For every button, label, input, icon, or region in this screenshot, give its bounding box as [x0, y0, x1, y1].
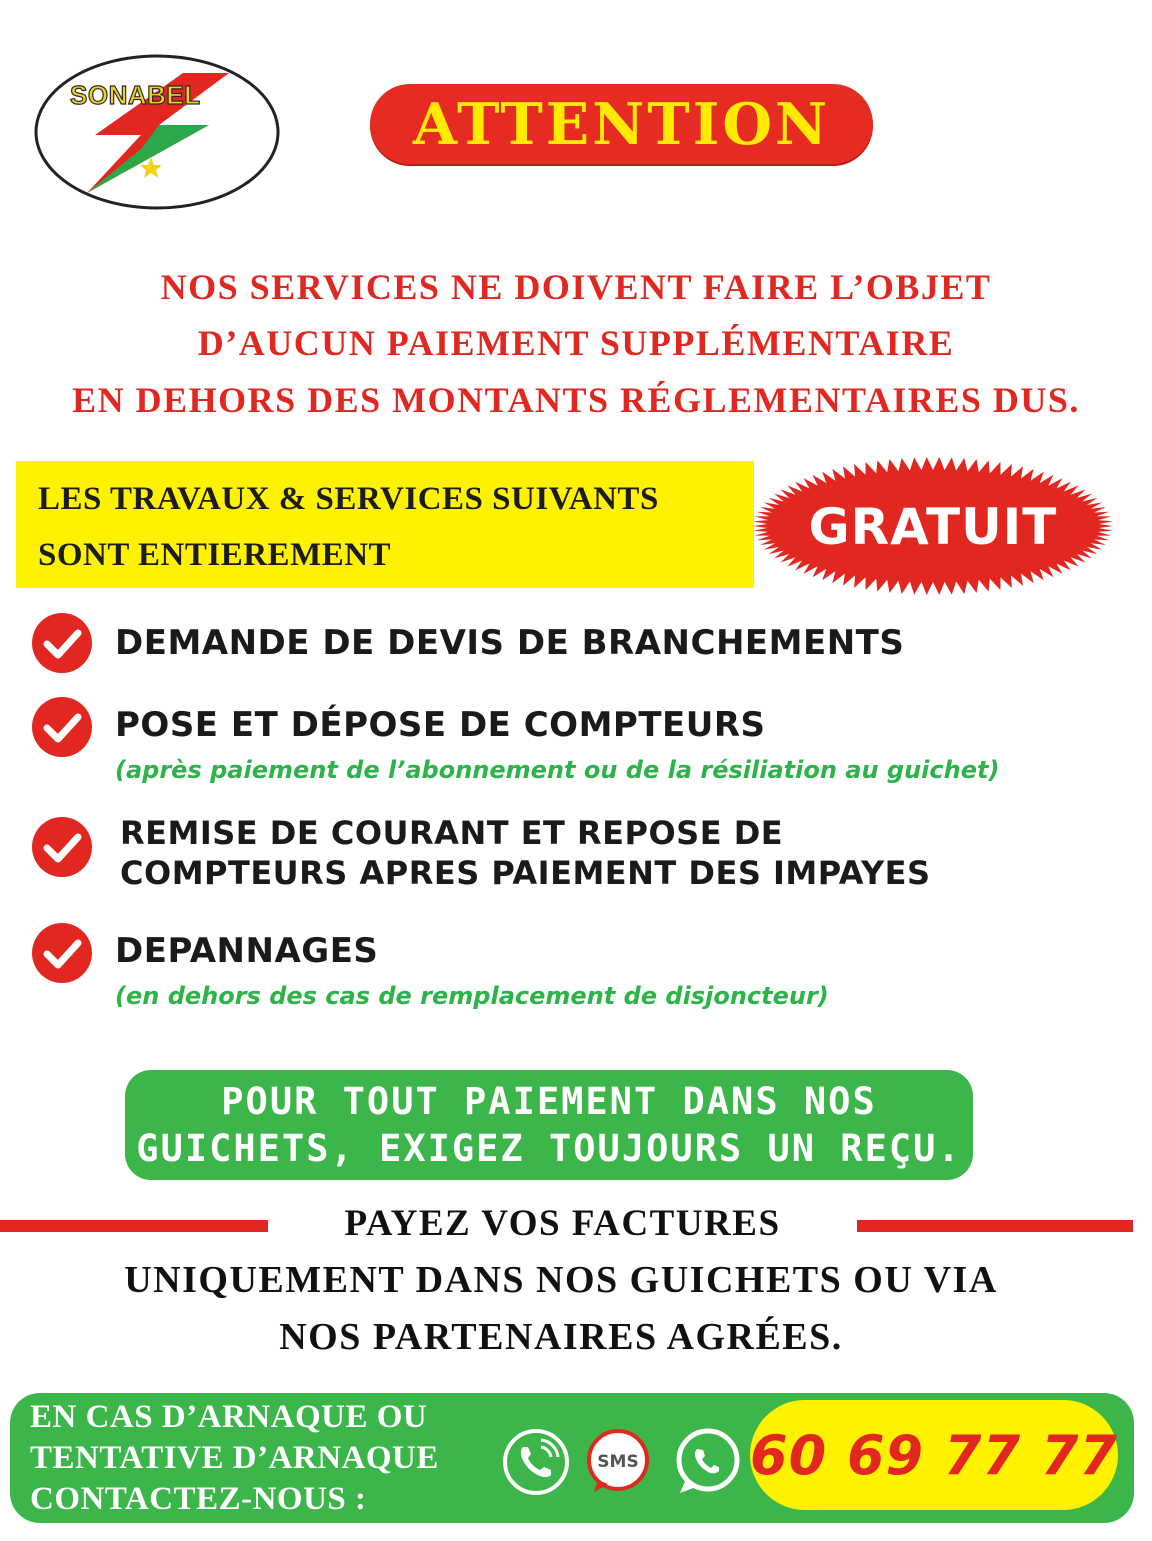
phone-number-pill[interactable] — [750, 1400, 1118, 1510]
whatsapp-icon[interactable] — [672, 1427, 742, 1497]
free-services-intro — [16, 461, 754, 588]
payment-line-1: UNIQUEMENT DANS NOS GUICHETS OU VIA — [124, 1259, 998, 1301]
service-item-compteurs: POSE ET DÉPOSE DE COMPTEURS — [115, 705, 766, 745]
payment-heading: PAYEZ VOS FACTURES — [344, 1203, 781, 1244]
contact-line-1: EN CAS D’ARNAQUE OU — [30, 1399, 428, 1435]
receipt-notice — [125, 1070, 973, 1180]
service-item-remise-line-2: COMPTEURS APRES PAIEMENT DES IMPAYES — [120, 854, 931, 892]
phone-number[interactable]: 60 69 77 77 — [750, 1423, 1118, 1487]
service-item-remise-line-1: REMISE DE COURANT ET REPOSE DE — [120, 814, 784, 852]
service-item-devis: DEMANDE DE DEVIS DE BRANCHEMENTS — [115, 623, 905, 663]
attention-banner — [370, 84, 873, 164]
service-note-depannages: (en dehors des cas de remplacement de disjoncteur) — [115, 982, 829, 1010]
warning-line-2: D’AUCUN PAIEMENT SUPPLÉMENTAIRE — [197, 323, 955, 363]
check-icon — [31, 922, 93, 984]
contact-line-3: CONTACTEZ-NOUS : — [30, 1481, 367, 1517]
attention-title: ATTENTION — [412, 90, 831, 158]
sms-label: SMS — [597, 1452, 639, 1472]
divider-left — [0, 1220, 268, 1232]
divider-right — [857, 1220, 1133, 1232]
check-icon — [31, 612, 93, 674]
phone-call-icon[interactable] — [501, 1427, 571, 1497]
logo-text: SONABEL — [70, 80, 201, 110]
service-note-compteurs: (après paiement de l’abonnement ou de la résiliation au guichet) — [115, 756, 1000, 784]
intro-line-2: SONT ENTIEREMENT — [38, 537, 392, 573]
payment-line-2: NOS PARTENAIRES AGRÉES. — [279, 1316, 843, 1358]
warning-line-1: NOS SERVICES NE DOIVENT FAIRE L’OBJET — [160, 267, 992, 307]
gratuit-label: GRATUIT — [808, 498, 1058, 556]
sonabel-logo — [33, 53, 281, 211]
receipt-line-1: POUR TOUT PAIEMENT DANS NOS — [221, 1080, 877, 1123]
service-item-depannages: DEPANNAGES — [115, 931, 379, 971]
receipt-line-2: GUICHETS, EXIGEZ TOUJOURS UN REÇU. — [136, 1127, 962, 1170]
contact-line-2: TENTATIVE D’ARNAQUE — [30, 1440, 439, 1476]
check-icon — [31, 696, 93, 758]
check-icon — [31, 816, 93, 878]
warning-line-3: EN DEHORS DES MONTANTS RÉGLEMENTAIRES DUS. — [72, 380, 1080, 420]
intro-line-1: LES TRAVAUX & SERVICES SUIVANTS — [38, 481, 659, 517]
